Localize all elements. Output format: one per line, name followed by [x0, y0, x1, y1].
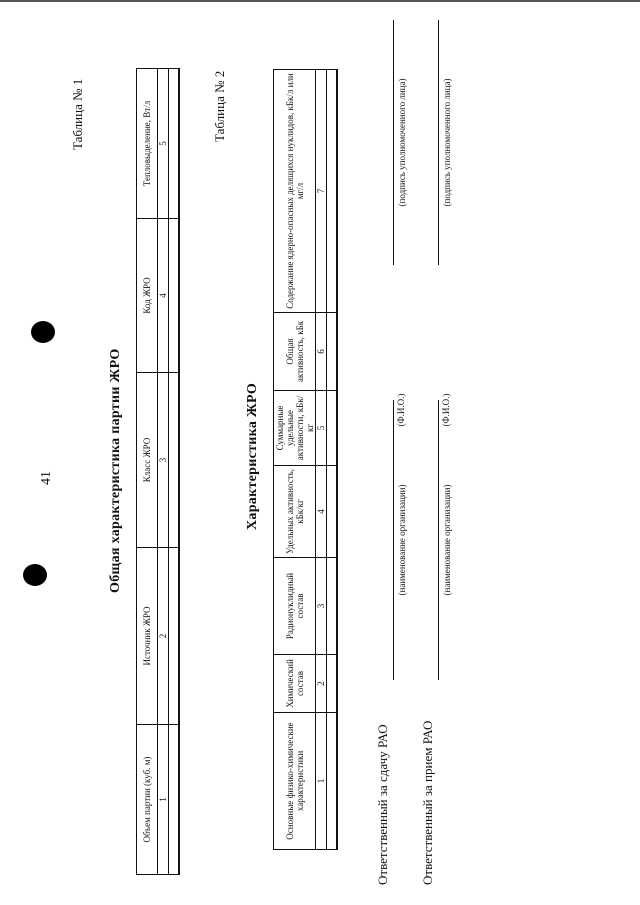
table2-header: Основные физико-химические характеристики	[274, 713, 316, 850]
table2-colnum: 4	[316, 466, 327, 558]
handover-fio-field[interactable]	[379, 335, 406, 485]
table2-cell	[327, 391, 337, 466]
table1-colnum: 1	[158, 725, 169, 875]
punch-hole-bottom	[23, 564, 47, 586]
acceptance-responsible-label: Ответственный за прием РАО	[420, 720, 435, 885]
table2-label: Таблица № 2	[212, 70, 227, 142]
table2-colnum: 3	[316, 558, 327, 655]
table2	[273, 69, 338, 850]
table1-header: Класс ЖРО	[137, 373, 158, 548]
organization-caption: (наименование организации)	[397, 484, 407, 596]
table2-header: Содержание ядерно-опасных делящихся нуклидов, кБк/л или мг/л	[274, 70, 316, 313]
table2-colnum: 7	[316, 70, 327, 313]
table1-colnum: 3	[158, 373, 169, 548]
signature-caption: (подпись уполномоченного лица)	[397, 78, 407, 207]
table2-header: Общая активность, кБк	[274, 313, 316, 391]
handover-responsible-label: Ответственный за сдачу РАО	[375, 724, 390, 885]
table1-title: Общая характеристика партии ЖРО	[108, 348, 123, 593]
signature-line	[379, 335, 393, 485]
table1-cell	[169, 219, 179, 373]
table2-cell	[327, 70, 337, 313]
page-number: 41	[39, 471, 54, 485]
table1-label: Таблица № 1	[70, 78, 85, 150]
table2-colnum: 2	[316, 655, 327, 713]
table2-header: Удельных активность, кБк/кг	[274, 466, 316, 558]
signature-line	[424, 20, 439, 265]
table2-cell	[327, 713, 337, 850]
signature-line	[379, 20, 394, 265]
table1-cell	[169, 548, 179, 725]
table1-cell	[169, 69, 179, 219]
table2-header: Суммарные удельные активности, кБк/кг	[274, 391, 316, 466]
table2-header: Химический состав	[274, 655, 316, 713]
table1-header: Код ЖРО	[137, 219, 158, 373]
table2-cell	[327, 655, 337, 713]
table2-colnum: 1	[316, 713, 327, 850]
fio-caption: (Ф.И.О.)	[441, 393, 451, 427]
table2-header: Радионуклидный состав	[274, 558, 316, 655]
table1-colnum: 2	[158, 548, 169, 725]
signature-line	[424, 335, 438, 485]
table1-colnum: 4	[158, 219, 169, 373]
handover-signature-field[interactable]	[379, 20, 407, 265]
table2-colnum: 5	[316, 391, 327, 466]
table1-colnum: 5	[158, 69, 169, 219]
table1-header: Источник ЖРО	[137, 548, 158, 725]
punch-hole-top	[31, 321, 55, 343]
fio-caption: (Ф.И.О.)	[396, 393, 406, 427]
acceptance-fio-field[interactable]	[424, 335, 451, 485]
signature-caption: (подпись уполномоченного лица)	[442, 78, 452, 207]
acceptance-signature-field[interactable]	[424, 20, 452, 265]
table1-cell	[169, 373, 179, 548]
organization-caption: (наименование организации)	[442, 484, 452, 596]
table1-cell	[169, 725, 179, 875]
table1	[136, 68, 180, 875]
table2-cell	[327, 558, 337, 655]
table1-header: Тепловыделение, Вт/л	[137, 69, 158, 219]
table2-title: Характеристика ЖРО	[245, 382, 260, 530]
table2-cell	[327, 466, 337, 558]
table2-colnum: 6	[316, 313, 327, 391]
table2-cell	[327, 313, 337, 391]
table1-header: Объем партии (куб. м)	[137, 725, 158, 875]
